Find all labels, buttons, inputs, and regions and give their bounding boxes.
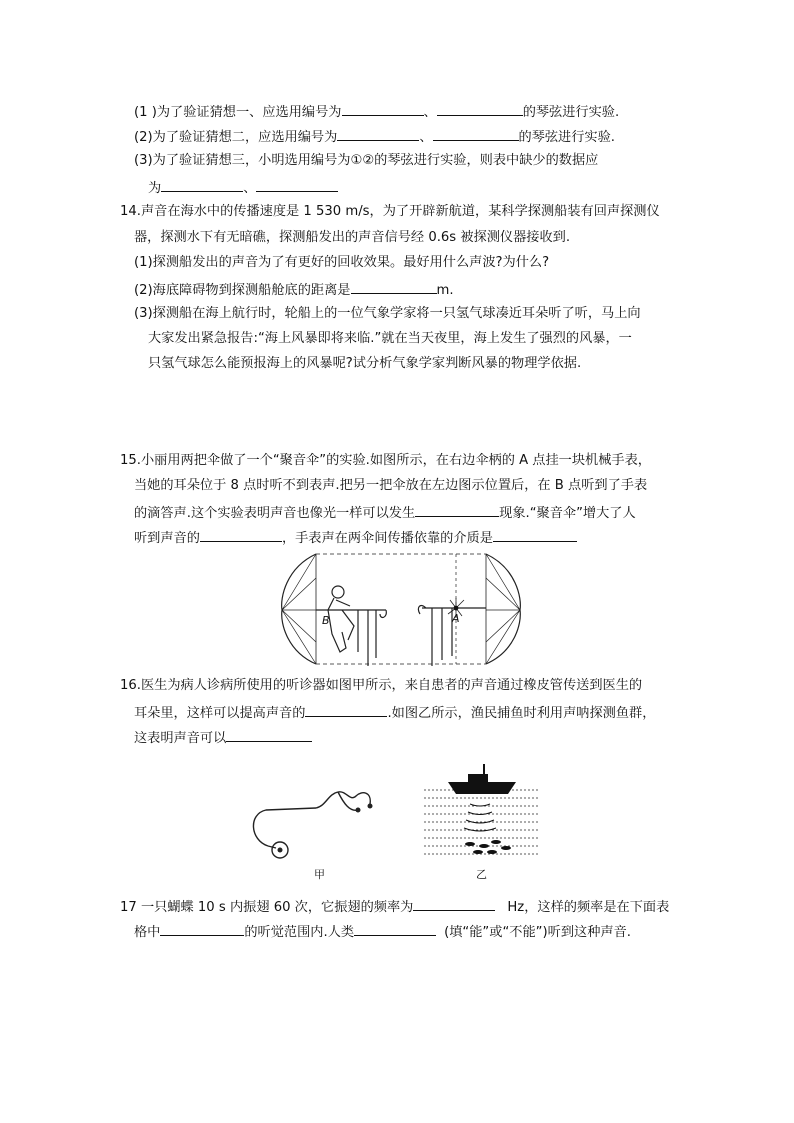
q16-line3: 这表明声音可以 — [134, 727, 312, 748]
q13-part3-answer: 为 、 — [148, 177, 338, 198]
point-b-label: B — [322, 614, 330, 627]
q13-part1: (1 )为了验证猜想一、应选用编号为 、 的琴弦进行实验. — [134, 101, 619, 122]
q13-part2: (2)为了验证猜想二，应选用编号为 、 的琴弦进行实验. — [134, 126, 615, 147]
answer-blank[interactable] — [354, 921, 436, 936]
answer-blank[interactable] — [305, 702, 387, 717]
q14-stem-line2: 器，探测水下有无暗礁，探测船发出的声音信号经 0.6s 被探测仪器接收到. — [134, 230, 571, 245]
answer-blank[interactable] — [437, 101, 523, 116]
answer-blank[interactable] — [160, 921, 244, 936]
q14-part1: (1)探测船发出的声音为了有更好的回收效果。最好用什么声波?为什么? — [134, 255, 550, 270]
q14-part2: (2)海底障碍物到探测船舱底的距离是 m. — [134, 279, 454, 300]
answer-blank[interactable] — [351, 279, 437, 294]
answer-blank[interactable] — [226, 727, 312, 742]
answer-blank[interactable] — [413, 896, 495, 911]
q14-part3-line2: 大家发出紧急报告:“海上风暴即将来临.”就在当天夜里，海上发生了强烈的风暴，一 — [148, 331, 632, 346]
point-a-label: A — [452, 612, 460, 625]
answer-blank[interactable] — [200, 527, 282, 542]
q14-stem-line1: 14.声音在海水中的传播速度是 1 530 m/s，为了开辟新航道，某科学探测船装有回声探测仪 — [120, 204, 660, 219]
q17-line1: 17 一只蝴蝶 10 s 内振翅 60 次，它振翅的频率为 Hz，这样的频率是在下面表 — [120, 896, 669, 917]
stethoscope-figure — [246, 784, 386, 864]
answer-blank[interactable] — [415, 502, 499, 517]
q13-part3: (3)为了验证猜想三，小明选用编号为①②的琴弦进行实验，则表中缺少的数据应 — [134, 153, 599, 168]
answer-blank[interactable] — [161, 177, 243, 192]
q15-line1: 15.小丽用两把伞做了一个“聚音伞”的实验.如图所示，在右边伞柄的 A 点挂一块机械手表， — [120, 453, 651, 468]
answer-blank[interactable] — [256, 177, 338, 192]
figure-yi-caption: 乙 — [476, 868, 487, 881]
q15-line4: 听到声音的 ，手表声在两伞间传播依靠的介质是 — [134, 527, 577, 548]
q14-part3-line3: 只氢气球怎么能预报海上的风暴呢?试分析气象学家判断风暴的物理学依据. — [148, 356, 582, 371]
q16-line2: 耳朵里，这样可以提高声音的 .如图乙所示，渔民捕鱼时利用声呐探测鱼群， — [134, 702, 655, 723]
q15-line3: 的滴答声.这个实验表明声音也像光一样可以发生 现象.“聚音伞”增大了人 — [134, 502, 636, 523]
sonar-boat-figure — [420, 764, 542, 864]
figure-jia-caption: 甲 — [314, 868, 325, 881]
answer-blank[interactable] — [337, 126, 419, 141]
answer-blank[interactable] — [342, 101, 424, 116]
answer-blank[interactable] — [493, 527, 577, 542]
answer-blank[interactable] — [433, 126, 519, 141]
umbrella-figure — [276, 548, 526, 670]
q17-line2: 格中 的听觉范围内.人类 (填“能”或“不能”)听到这种声音. — [134, 921, 631, 942]
q15-line2: 当她的耳朵位于 8 点时听不到表声.把另一把伞放在左边图示位置后，在 B 点听到了手表 — [134, 478, 648, 493]
q16-line1: 16.医生为病人诊病所使用的听诊器如图甲所示，来自患者的声音通过橡皮管传送到医生的 — [120, 678, 643, 693]
q14-part3-line1: (3)探测船在海上航行时，轮船上的一位气象学家将一只氢气球凑近耳朵听了听，马上向 — [134, 306, 641, 321]
